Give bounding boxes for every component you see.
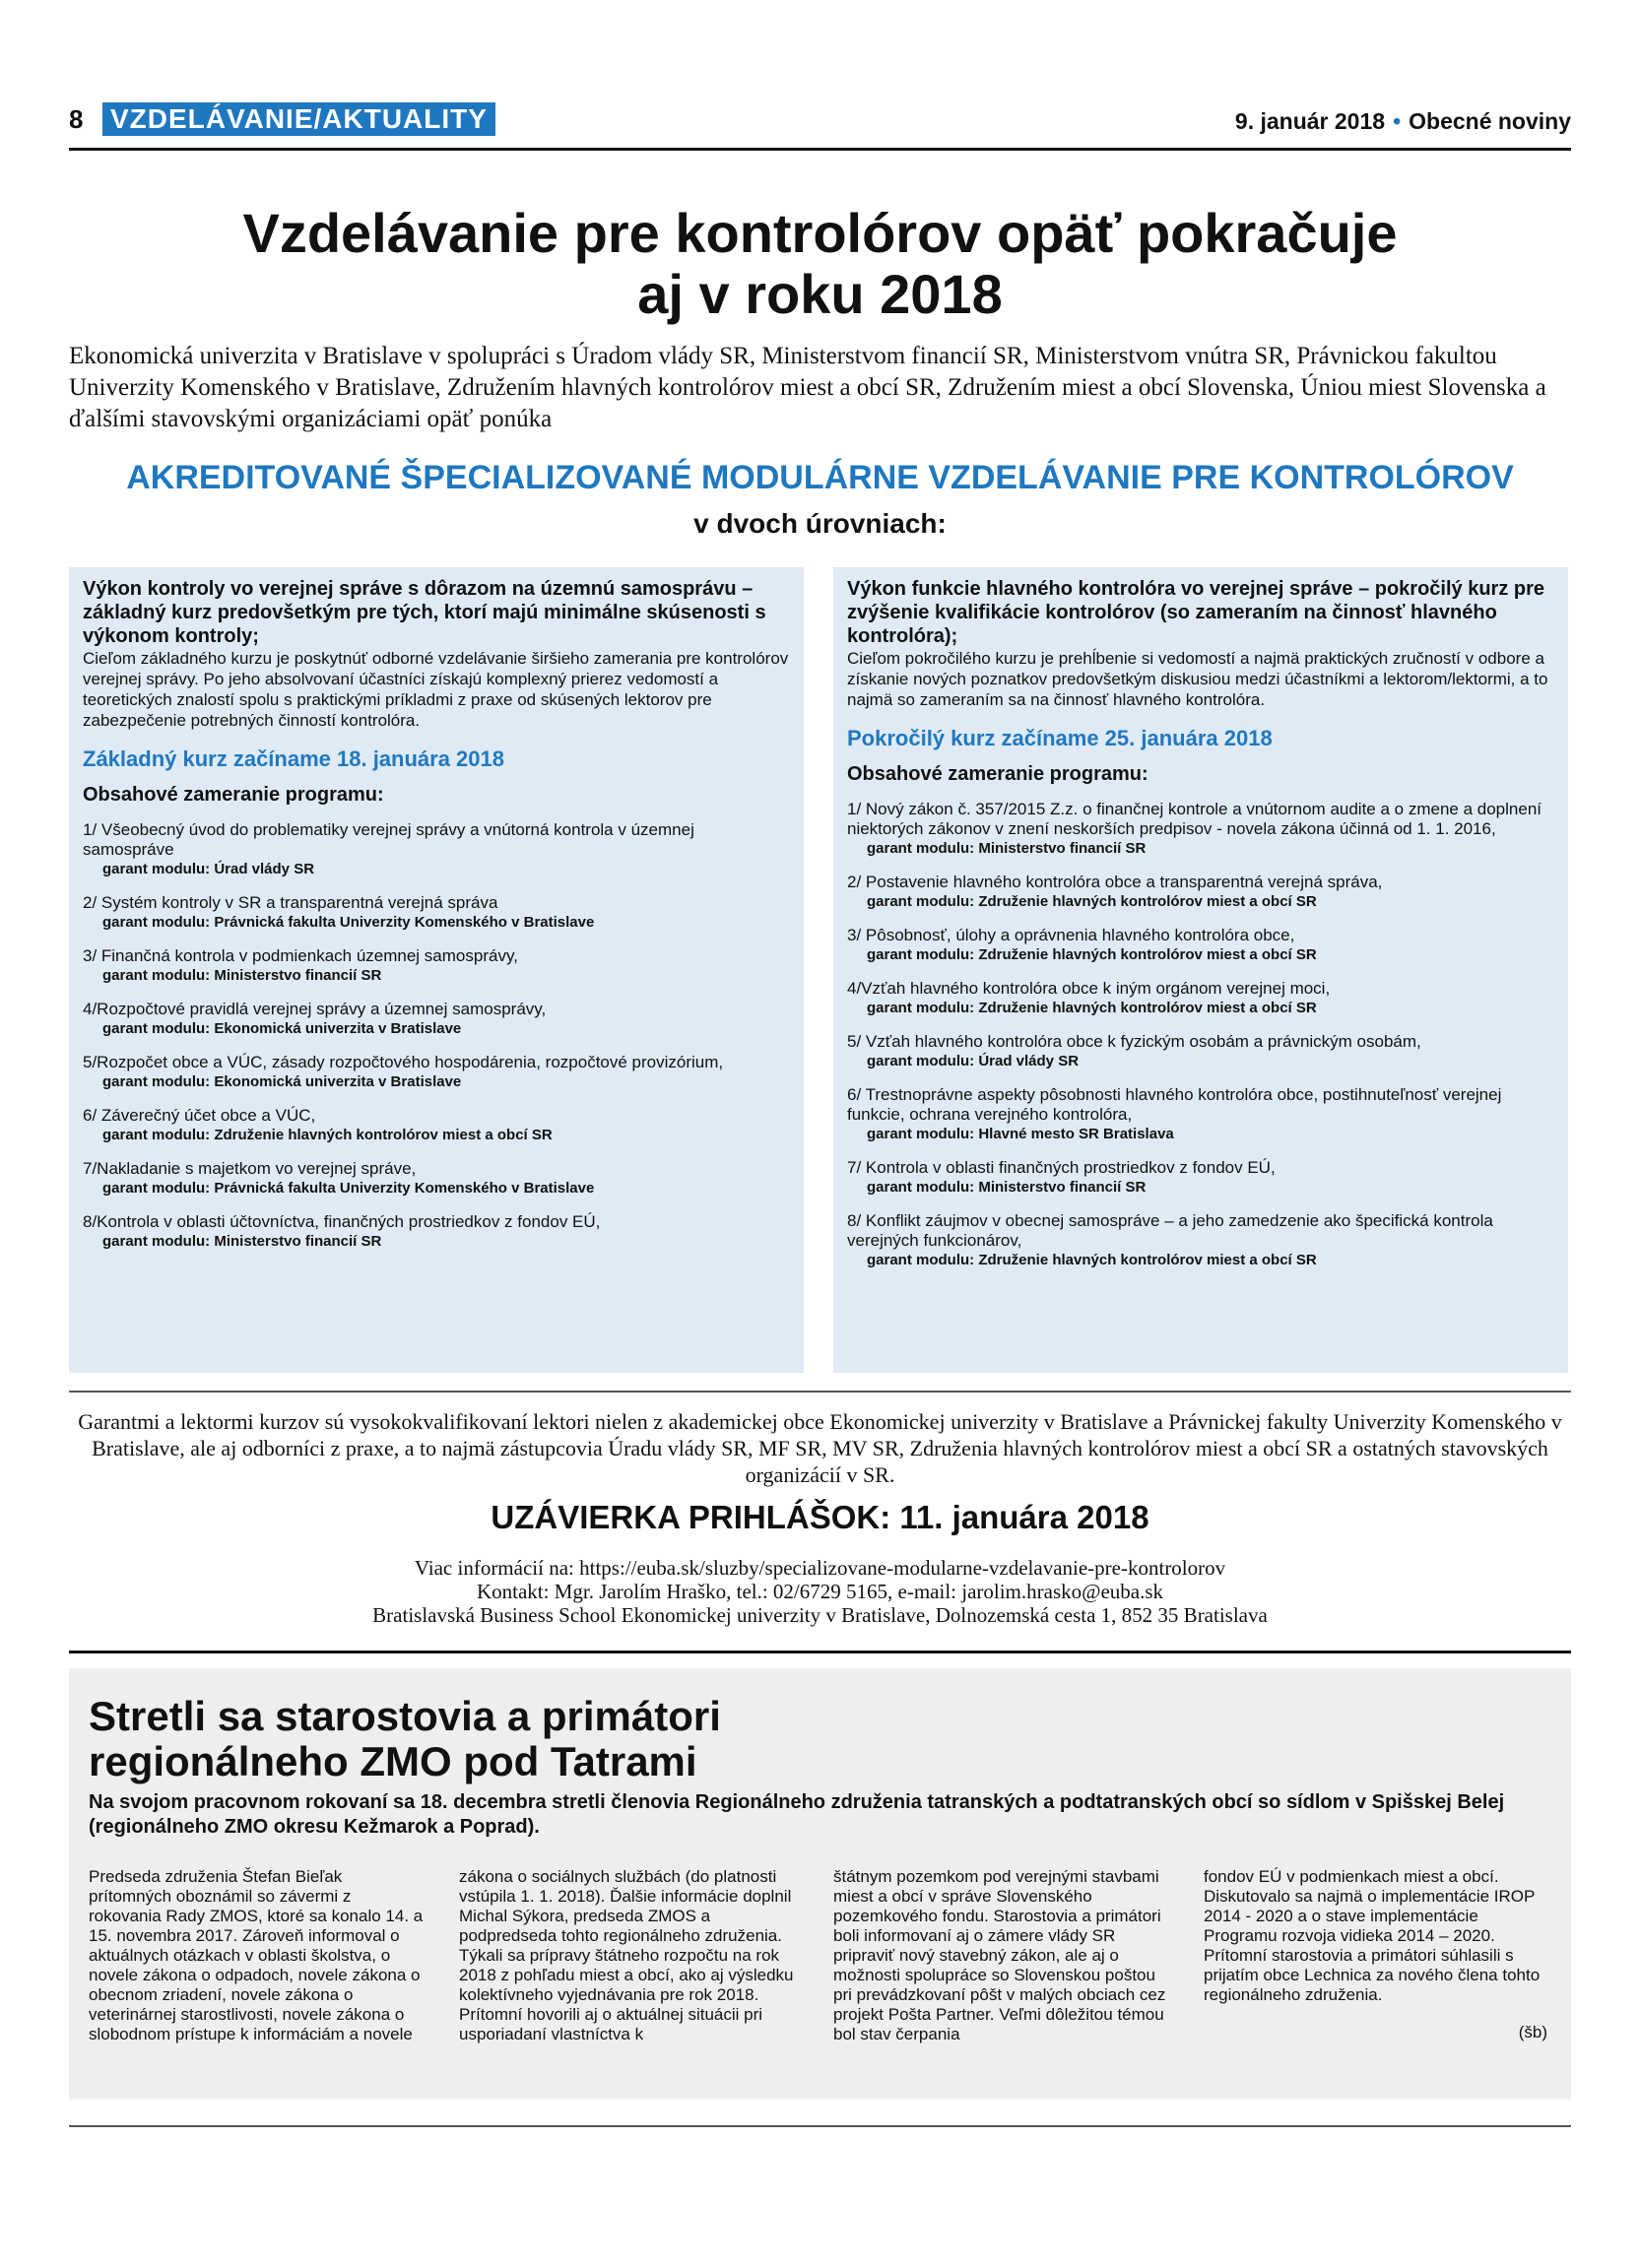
accredited-heading: AKREDITOVANÉ ŠPECIALIZOVANÉ MODULÁRNE VZDELÁVANIE PRE KONTROLÓROV <box>126 459 1514 496</box>
program-item <box>83 1053 790 1092</box>
levels-subheading: v dvoch úrovniach: <box>693 508 947 539</box>
basic-course-heading: Výkon kontroly vo verejnej správe s dôrazom na územnú samosprávu – základný kurz predovšetkým pre tých, ktorí majú minimálne skúsenosti s výkonom kontroly; <box>83 578 766 647</box>
program-item-guarantor: garant modulu: Hlavné mesto SR Bratislava <box>867 1126 1174 1142</box>
article2-title <box>89 1694 721 1784</box>
program-item-guarantor: garant modulu: Právnická fakulta Univerzity Komenského v Bratislave <box>102 1180 595 1197</box>
article2-column-3: štátnym pozemkom pod verejnými stavbami miest a obcí v správe Slovenského pozemkového fondu. Starostovia a primátori boli informovaní aj o zámere vlády SR pripraviť nový stavebný zákon, ale aj o možnosti spolupráce so Slovenskou poštou pri prevádzkovaní pôšt v malých obciach cez projekt Pošta Partner. Veľmi dôležitou témou bol stav čerpania <box>833 1867 1166 2043</box>
program-item-guarantor: garant modulu: Ministerstvo financií SR <box>102 1233 382 1250</box>
basic-course-start: Základný kurz začíname 18. januára 2018 <box>83 746 505 771</box>
advanced-course-box <box>833 567 1568 1373</box>
deadline: UZÁVIERKA PRIHLÁŠOK: 11. januára 2018 <box>491 1499 1149 1535</box>
divider <box>69 1651 1571 1653</box>
advanced-course-heading: Výkon funkcie hlavného kontrolóra vo verejnej správe – pokročilý kurz pre zvýšenie kvalifikácie kontrolórov (so zameraním na činnosť hlavného kontrolóra); <box>847 578 1545 647</box>
program-item <box>847 1158 1554 1198</box>
divider <box>69 2125 1571 2127</box>
program-item-guarantor: garant modulu: Ministerstvo financií SR <box>102 967 382 984</box>
program-item <box>83 1000 790 1039</box>
program-item-text: 7/ Kontrola v oblasti finančných prostriedkov z fondov EÚ, <box>847 1158 1276 1177</box>
program-item-guarantor: garant modulu: Ministerstvo financií SR <box>867 840 1147 857</box>
program-item <box>83 1159 790 1199</box>
program-item-text: 5/ Vzťah hlavného kontrolóra obce k fyzickým osobám a právnickým osobám, <box>847 1032 1421 1051</box>
program-item-guarantor: garant modulu: Ekonomická univerzita v Bratislave <box>102 1073 462 1090</box>
program-item-guarantor: garant modulu: Ekonomická univerzita v Bratislave <box>102 1020 462 1037</box>
divider <box>69 1391 1571 1393</box>
program-item-text: 3/ Finančná kontrola v podmienkach územnej samosprávy, <box>83 946 518 965</box>
program-item-text: 3/ Pôsobnosť, úlohy a oprávnenia hlavného kontrolóra obce, <box>847 926 1295 944</box>
article2-title-line-1: Stretli sa starostovia a primátori <box>89 1693 721 1739</box>
program-item-text: 5/Rozpočet obce a VÚC, zásady rozpočtového hospodárenia, rozpočtové provizórium, <box>83 1053 724 1071</box>
program-item <box>83 893 790 933</box>
program-item-text: 4/Vzťah hlavného kontrolóra obce k iným orgánom verejnej moci, <box>847 979 1331 998</box>
program-item-text: 8/Kontrola v oblasti účtovníctva, finančných prostriedkov z fondov EÚ, <box>83 1212 601 1231</box>
title-line-1: Vzdelávanie pre kontrolórov opäť pokračuje <box>242 202 1398 264</box>
program-item-guarantor: garant modulu: Právnická fakulta Univerzity Komenského v Bratislave <box>102 914 595 931</box>
page-header <box>69 102 1571 151</box>
program-item-text: 1/ Všeobecný úvod do problematiky verejnej správy a vnútorná kontrola v územnej samospráve <box>83 820 694 859</box>
issue-date: 9. január 2018 <box>1234 108 1386 134</box>
program-item <box>847 873 1554 912</box>
advanced-course-start: Pokročilý kurz začíname 25. januára 2018 <box>847 726 1273 750</box>
article-intro: Ekonomická univerzita v Bratislave v spolupráci s Úradom vlády SR, Ministerstvom financií SR, Ministerstvom vnútra SR, Právnickou fakultou Univerzity Komenského v Bratislave, Združením hlavných kontrolórov miest a obcí SR, Združením miest a obcí Slovenska, Úniou miest Slovenska a ďalšími stavovskými organizáciami opäť ponúka <box>69 343 1546 432</box>
program-item-text: 1/ Nový zákon č. 357/2015 Z.z. o finančnej kontrole a vnútornom audite a o zmene a doplnení niektorých zákonov v znení neskorších predpisov - novela zákona účinná od 1. 1. 2016, <box>847 800 1542 838</box>
basic-course-box <box>69 567 804 1373</box>
basic-course-description: Cieľom základného kurzu je poskytnúť odborné vzdelávanie širšieho zamerania pre kontrolórov verejnej správy. Po jeho absolvovaní účastníci získajú komplexný prierez vedomostí a teoretických znalostí spolu s praktickými príkladmi z praxe od skúsených lektorov pre zabezpečenie potrebných činností kontrolóra. <box>83 649 789 730</box>
program-item-guarantor: garant modulu: Združenie hlavných kontrolórov miest a obcí SR <box>102 1127 553 1143</box>
author-signature: (šb) <box>1518 2023 1547 2041</box>
program-item-guarantor: garant modulu: Združenie hlavných kontrolórov miest a obcí SR <box>867 1000 1317 1016</box>
program-item-text: 2/ Postavenie hlavného kontrolóra obce a transparentná verejná správa, <box>847 873 1383 891</box>
paper-name: Obecné noviny <box>1409 108 1571 134</box>
program-item-guarantor: garant modulu: Úrad vlády SR <box>102 861 315 877</box>
program-item <box>83 820 790 879</box>
program-item-guarantor: garant modulu: Ministerstvo financií SR <box>867 1179 1147 1196</box>
program-item-guarantor: garant modulu: Združenie hlavných kontrolórov miest a obcí SR <box>867 946 1317 963</box>
section-label: VZDELÁVANIE/AKTUALITY <box>102 102 495 136</box>
news-box <box>69 1668 1571 2100</box>
program-item <box>83 1106 790 1145</box>
program-item-text: 4/Rozpočtové pravidlá verejnej správy a územnej samosprávy, <box>83 1000 547 1018</box>
program-item-text: 7/Nakladanie s majetkom vo verejnej správe, <box>83 1159 417 1178</box>
article2-column-4: fondov EÚ v podmienkach miest a obcí. Diskutovalo sa najmä o implementácie IROP 2014 - 2020 a o stave implementácie Programu rozvoja vidieka 2014 – 2020. Prítomní starostovia a primátori súhlasili s prijatím obce Lechnica za nového člena tohto regionálneho združenia. <box>1204 1867 1541 2004</box>
address: Bratislavská Business School Ekonomickej univerzity v Bratislave, Dolnozemská cesta 1, 852 35 Bratislava <box>372 1603 1268 1627</box>
basic-program-heading: Obsahové zameranie programu: <box>83 784 384 806</box>
article-title <box>69 203 1571 325</box>
program-item-text: 8/ Konflikt záujmov v obecnej samospráve – a jeho zamedzenie ako špecifická kontrola verejných funkcionárov, <box>847 1211 1493 1250</box>
contact-person: Kontakt: Mgr. Jarolím Hraško, tel.: 02/6729 5165, e-mail: jarolim.hrasko@euba.sk <box>476 1580 1164 1603</box>
program-item-guarantor: garant modulu: Úrad vlády SR <box>867 1053 1080 1069</box>
program-item <box>847 1085 1554 1144</box>
program-item <box>847 1032 1554 1071</box>
program-item <box>83 1212 790 1252</box>
program-item <box>847 926 1554 965</box>
article2-lead: Na svojom pracovnom rokovaní sa 18. decembra stretli členovia Regionálneho združenia tatranských a podtatranských obcí so sídlom v Spišskej Belej (regionálneho ZMO okresu Kežmarok a Poprad). <box>89 1791 1505 1838</box>
advanced-program-heading: Obsahové zameranie programu: <box>847 763 1148 785</box>
dateline <box>1235 108 1571 135</box>
article2-title-line-2: regionálneho ZMO pod Tatrami <box>89 1738 697 1784</box>
program-item-guarantor: garant modulu: Združenie hlavných kontrolórov miest a obcí SR <box>867 893 1317 910</box>
advanced-program-list <box>847 800 1554 1270</box>
program-item <box>83 946 790 986</box>
guarantors-text: Garantmi a lektormi kurzov sú vysokokvalifikovaní lektori nielen z akademickej obce Ekonomickej univerzity v Bratislave a Právnickej fakulty Univerzity Komenského v Bratislave, ale aj odborníci z praxe, a to najmä zástupcovia Úradu vlády SR, MF SR, MV SR, Združenia hlavných kontrolórov miest a obcí SR a ostatných stavovských organizácií v SR. <box>78 1409 1562 1487</box>
title-line-2: aj v roku 2018 <box>637 263 1003 325</box>
article2-column-2: zákona o sociálnych službách (do platnosti vstúpila 1. 1. 2018). Ďalšie informácie doplnil Michal Sýkora, predseda ZMOS a podpredseda tohto regionálneho združenia. Týkali sa prípravy štátneho rozpočtu na rok 2018 z pohľadu miest a obcí, ako aj výsledku kolektívneho vyjednávania pre rok 2018. Prítomní hovorili aj o aktuálnej situácii pri usporiadaní vlastníctva k <box>459 1867 794 2043</box>
program-item <box>847 979 1554 1018</box>
program-item-text: 6/ Záverečný účet obce a VÚC, <box>83 1106 316 1125</box>
program-item-text: 2/ Systém kontroly v SR a transparentná verejná správa <box>83 893 498 912</box>
info-url: Viac informácií na: https://euba.sk/sluzby/specializovane-modularne-vzdelavanie-pre-kontrolorov <box>414 1556 1226 1580</box>
advanced-course-description: Cieľom pokročilého kurzu je prehĺbenie si vedomostí a najmä praktických zručností v odbore a získanie nových poznatkov predovšetkým diskusiou medzi účastníkmi a lektorom/lektormi, a to najmä so zameraním sa na činnosť hlavného kontrolóra. <box>847 649 1548 709</box>
contact-info <box>69 1556 1571 1627</box>
page-number: 8 <box>69 104 84 134</box>
program-item-guarantor: garant modulu: Združenie hlavných kontrolórov miest a obcí SR <box>867 1252 1317 1268</box>
program-item <box>847 800 1554 859</box>
program-item <box>847 1211 1554 1270</box>
article2-column-1: Predseda združenia Štefan Bieľak prítomných oboznámil so závermi z rokovania Rady ZMOS, ktoré sa konalo 14. a 15. novembra 2017. Zároveň informoval o aktuálnych otázkach v oblasti školstva, o novele zákona o odpadoch, novele zákona o obecnom zriadení, novele zákona o veterinárnej starostlivosti, novele zákona o slobodnom prístupe k informáciám a novele <box>89 1867 424 2043</box>
bullet-separator: • <box>1393 108 1402 134</box>
program-item-text: 6/ Trestnoprávne aspekty pôsobnosti hlavného kontrolóra obce, postihnuteľnosť verejnej funkcie, ochrana verejného kontrolóra, <box>847 1085 1502 1124</box>
basic-program-list <box>83 820 790 1252</box>
